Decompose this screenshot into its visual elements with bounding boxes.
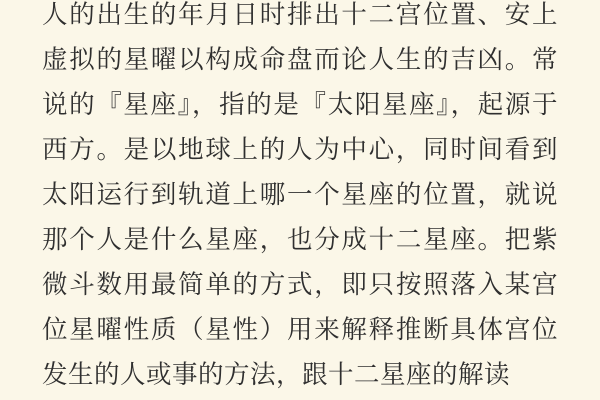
article-body [42, 0, 558, 398]
article-paragraph: 人的出生的年月日时排出十二宫位置、安上虚拟的星曜以构成命盘而论人生的吉凶。常说的『星座』，指的是『太阳星座』，起源于西方。是以地球上的人为中心，同时间看到太阳运行到轨道上哪一个星座的位置，就说那个人是什么星座，也分成十二星座。把紫微斗数用最简单的方式，即只按照落入某宫位星曜性质（星性）用来解释推断具体宫位发生的人或事的方法，跟十二星座的解读 [42, 1, 558, 389]
